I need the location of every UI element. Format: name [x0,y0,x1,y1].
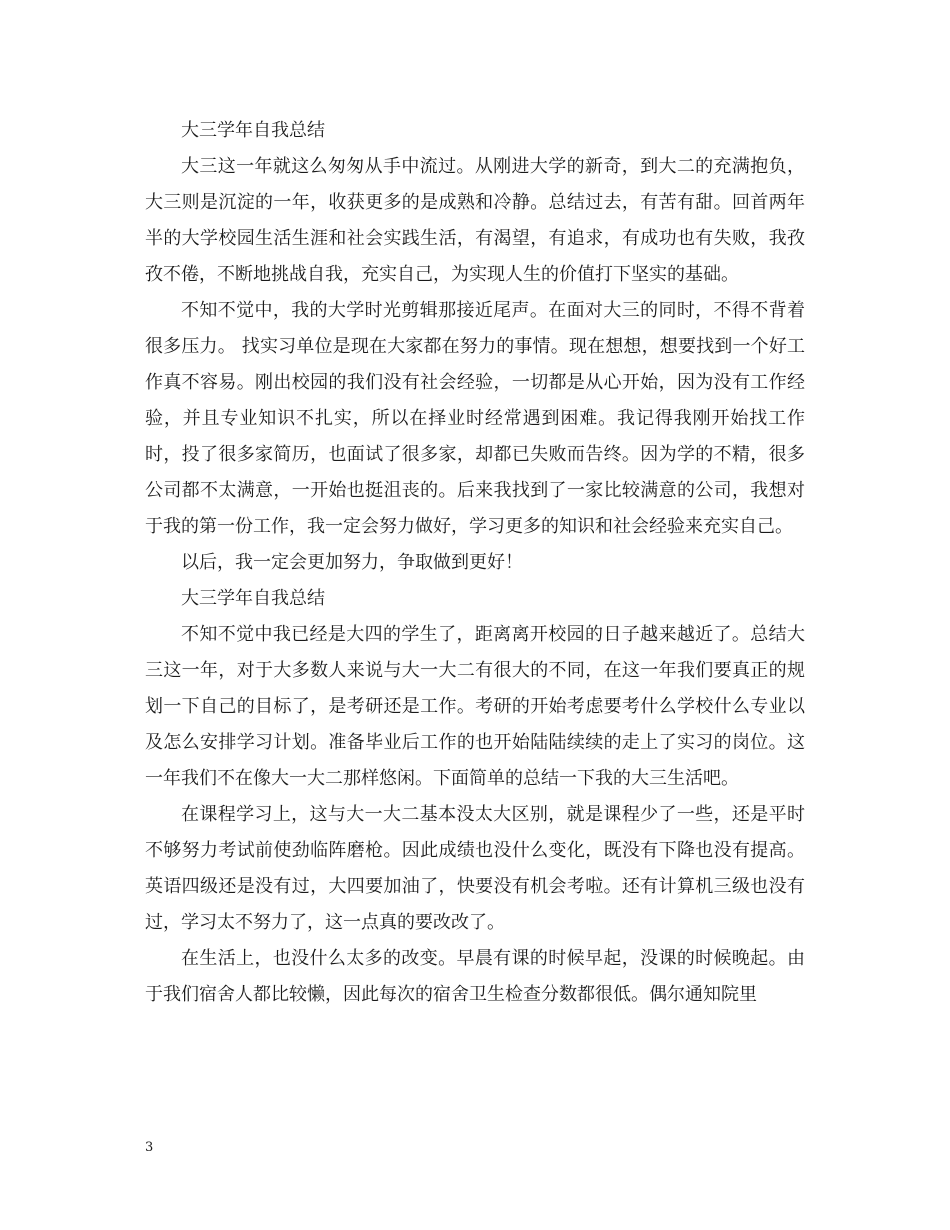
paragraph: 大三这一年就这么匆匆从手中流过。从刚进大学的新奇，到大二的充满抱负，大三则是沉淀的一年，收获更多的是成熟和冷静。总结过去，有苦有甜。回首两年半的大学校园生活生涯和社会实践生活，有渴望，有追求，有成功也有失败，我孜孜不倦，不断地挑战自我，充实自己，为实现人生的价值打下坚实的基础。 [145,156,805,285]
paragraph: 不知不觉中，我的大学时光剪辑那接近尾声。在面对大三的同时，不得不背着很多压力。 找实习单位是现在大家都在努力的事情。现在想想，想要找到一个好工作真不容易。刚出校园的我们没有社会经验，一切都是从心开始，因为没有工作经验，并且专业知识不扎实，所以在择业时经常遇到困难。我记得我刚开始找工作时，投了很多家简历，也面试了很多家，却都已失败而告终。因为学的不精，很多公司都不太满意，一开始也挺沮丧的。后来我找到了一家比较满意的公司，我想对于我的第一份工作，我一定会努力做好，学习更多的知识和社会经验来充实自己。 [145,300,805,537]
section-title: 大三学年自我总结 [181,588,325,609]
document-body [145,113,805,1013]
paragraph: 在课程学习上，这与大一大二基本没太大区别，就是课程少了一些，还是平时不够努力考试前使劲临阵磨枪。因此成绩也没什么变化，既没有下降也没有提高。英语四级还是没有过，大四要加油了，快要没有机会考啦。还有计算机三级也没有过，学习太不努力了，这一点真的要改改了。 [145,804,805,933]
paragraph: 以后，我一定会更加努力，争取做到更好！ [181,552,523,573]
paragraph: 在生活上，也没什么太多的改变。早晨有课的时候早起，没课的时候晚起。由于我们宿舍人都比较懒，因此每次的宿舍卫生检查分数都很低。偶尔通知院里 [145,948,805,1005]
paragraph: 不知不觉中我已经是大四的学生了，距离离开校园的日子越来越近了。总结大三这一年，对于大多数人来说与大一大二有很大的不同，在这一年我们要真正的规划一下自己的目标了，是考研还是工作。考研的开始考虑要考什么学校什么专业以及怎么安排学习计划。准备毕业后工作的也开始陆陆续续的走上了实习的岗位。这一年我们不在像大一大二那样悠闲。下面简单的总结一下我的大三生活吧。 [145,624,805,789]
section-title: 大三学年自我总结 [181,120,325,141]
page-number: 3 [145,1140,154,1155]
